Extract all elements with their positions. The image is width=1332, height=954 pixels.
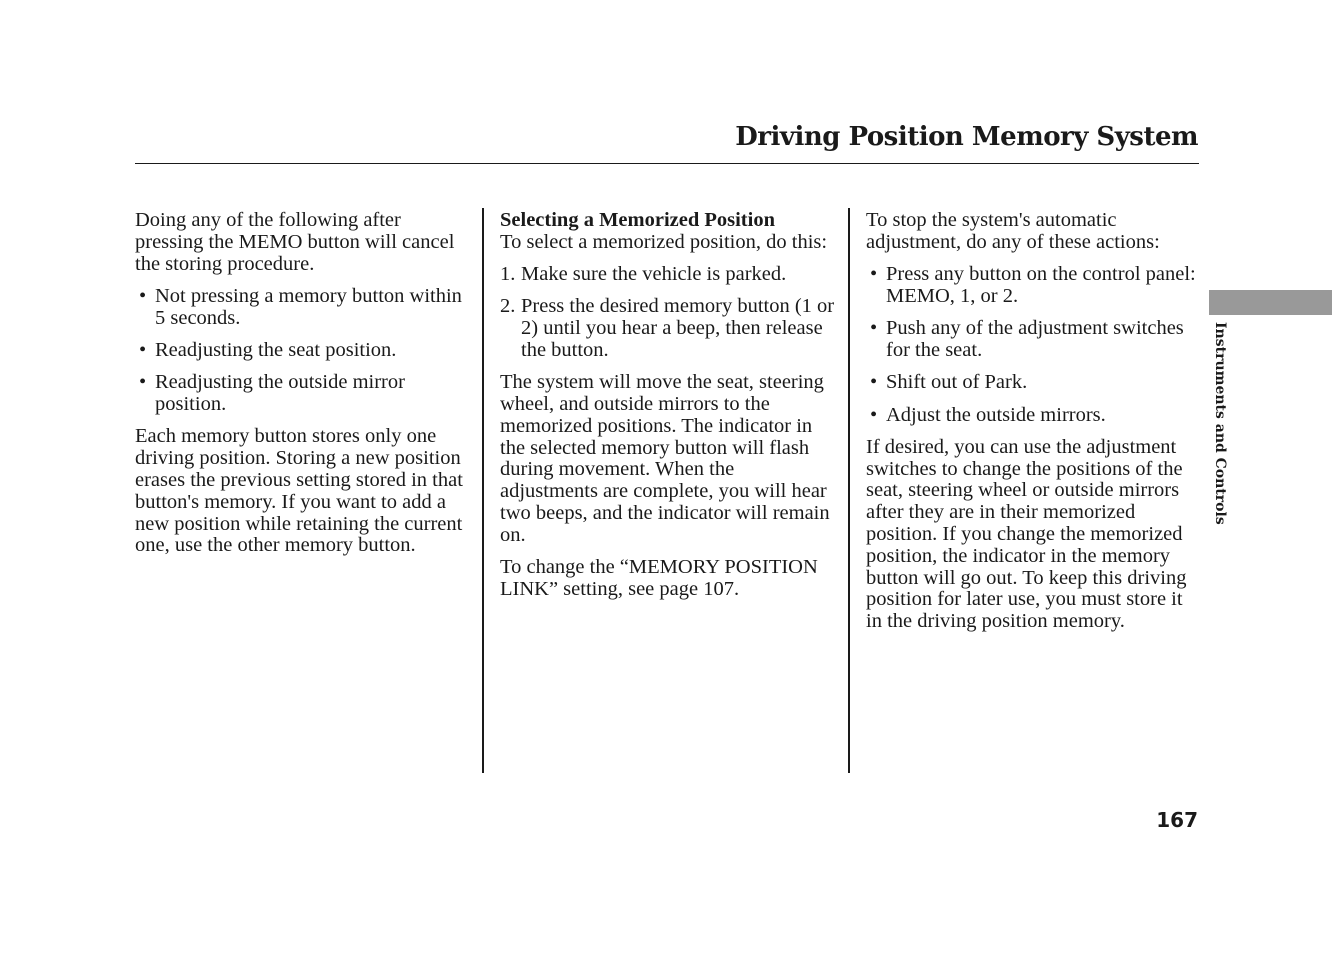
list-item: • Press any button on the control panel: MEMO, 1, or 2. (866, 264, 1196, 308)
col3-intro: To stop the system's automatic adjustment, do any of these actions: (866, 209, 1160, 253)
step-text: Press the desired memory button (1 or 2) until you hear a beep, then release the button. (521, 295, 835, 361)
list-item: • Push any of the adjustment switches for the seat. (866, 318, 1196, 362)
step-number: 2. (500, 295, 516, 318)
step-text: Make sure the vehicle is parked. (521, 263, 787, 286)
col2-intro: To select a memorized position, do this: (500, 230, 828, 253)
page-title: Driving Position Memory System (735, 122, 1198, 152)
column-divider-1 (482, 208, 484, 773)
list-item (500, 296, 835, 361)
list-item: • Shift out of Park. (866, 372, 1196, 394)
list-item (500, 264, 835, 286)
steps-list (500, 264, 835, 362)
col2-paragraph-1: The system will move the seat, steering wheel, and outside mirrors to the memorized positions. The indicator in the selected memory button will flash during movement. When the adjustments are complete, you will hear two beeps, and the indicator will remain on. (500, 371, 830, 546)
column-divider-2 (848, 208, 850, 773)
page-number: 167 (1156, 808, 1198, 832)
column-3 (866, 210, 1196, 644)
col2-section (500, 210, 835, 254)
col2-paragraph-2: To change the “MEMORY POSITION LINK” setting, see page 107. (500, 556, 818, 600)
col1-paragraph: Each memory button stores only one driving position. Storing a new position erases the previous setting stored in that button's memory. If you want to add a new position while retaining the current one, use the other memory button. (135, 425, 463, 557)
section-heading: Selecting a Memorized Position (500, 209, 775, 231)
list-item: • Readjusting the outside mirror position. (135, 372, 470, 416)
section-tab-marker (1209, 290, 1332, 315)
col1-bullet-list (135, 286, 470, 416)
list-item: • Readjusting the seat position. (135, 340, 470, 362)
col3-paragraph: If desired, you can use the adjustment switches to change the positions of the seat, steering wheel or outside mirrors after they are in their memorized position. If you change the memorized position, the indicator in the memory button will go out. To keep this driving position for later use, you must store it in the driving position memory. (866, 435, 1187, 633)
col3-bullet-list (866, 264, 1196, 426)
step-number: 1. (500, 263, 516, 286)
list-item: • Adjust the outside mirrors. (866, 405, 1196, 427)
col1-intro: Doing any of the following after pressing the MEMO button will cancel the storing procedure. (135, 209, 455, 275)
column-1 (135, 210, 470, 568)
title-rule (135, 163, 1199, 164)
column-2 (500, 210, 835, 611)
list-item: • Not pressing a memory button within 5 seconds. (135, 286, 470, 330)
section-side-label: Instruments and Controls (1212, 322, 1228, 525)
